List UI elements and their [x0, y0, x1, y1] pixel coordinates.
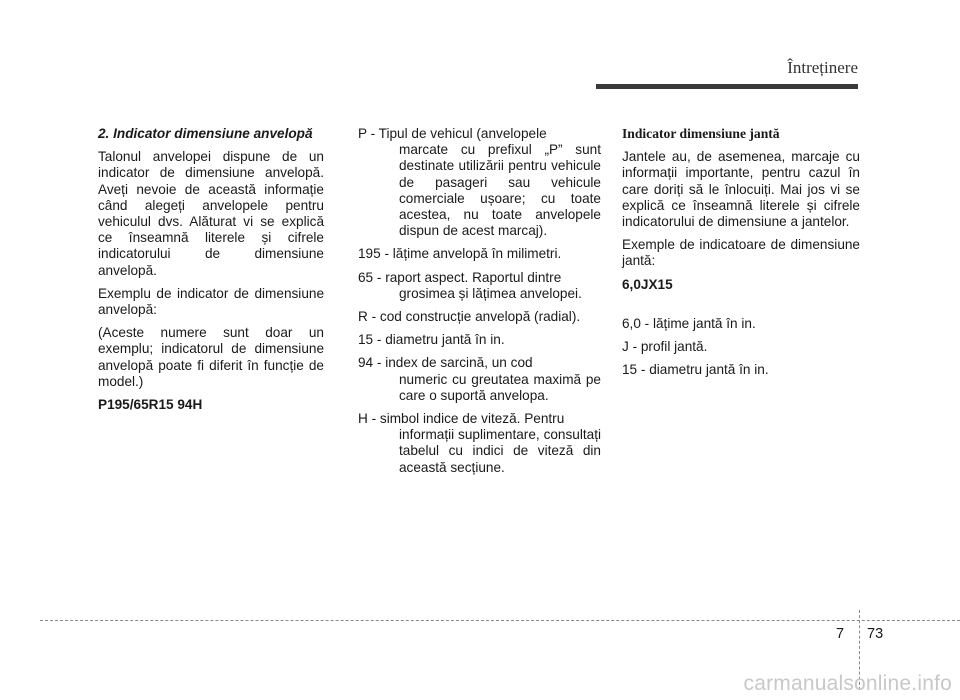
rim-size-example: 6,0JX15 [622, 276, 673, 292]
chapter-number: 7 [836, 626, 845, 642]
column-left [98, 126, 324, 420]
page-number: 73 [867, 626, 884, 642]
paragraph-note: (Aceste numere sunt doar un exemplu; indicatorul de dimensiune anvelopă poate fi diferit în funcție de model.) [98, 325, 324, 389]
page-header-title: Întreținere [787, 58, 858, 77]
definition-item: H - simbol indice de viteză. Pentru informații suplimentare, consultați tabelul cu indici de viteză din această secțiune. [358, 411, 601, 475]
definition-item: 94 - index de sarcină, un cod numeric cu greutatea maximă pe care o suportă anvelopa. [358, 355, 601, 403]
rim-section-heading: Indicator dimensiune jantă [622, 126, 780, 141]
paragraph-rim-example-intro: Exemple de indicatoare de dimensiune jantă: [622, 237, 860, 269]
definition-item: P - Tipul de vehicul (anvelopele marcate cu prefixul „P” sunt destinate utilizării pentru vehicule de pasageri sau vehicule comerciale ușoare; cu toate acestea, nu toate anvelopele dispun de acest marcaj). [358, 126, 601, 239]
definition-item: R - cod construcție anvelopă (radial). [358, 309, 581, 325]
paragraph-intro: Talonul anvelopei dispune de un indicator de dimensiune anvelopă. Aveți nevoie de această informație când alegeți anvelopele pentru vehiculul dvs. Alăturat vi se explică ce înseamnă literele și cifrele indicatorului de dimensiune anvelopă. [98, 149, 324, 278]
watermark: carmanualsonline.info [743, 672, 952, 695]
rim-definition: 15 - diametru jantă în in. [622, 362, 769, 378]
paragraph-rim-intro: Jantele au, de asemenea, marcaje cu informații importante, pentru cazul în care doriți să le înlocuiți. Mai jos vi se explică ce înseamnă literele și cifrele indicatorului de dimensiune a jantelor. [622, 149, 860, 230]
column-middle [358, 126, 601, 483]
section-heading: 2. Indicator dimensiune anvelopă [98, 126, 313, 141]
definition-item: 65 - raport aspect. Raportul dintre grosimea și lățimea anvelopei. [358, 269, 582, 301]
footer-dashed-rule [40, 620, 960, 621]
header-rule [596, 84, 858, 89]
column-right [622, 126, 860, 385]
definition-item: 15 - diametru jantă în in. [358, 332, 505, 348]
tire-size-example: P195/65R15 94H [98, 397, 203, 413]
paragraph-example-intro: Exemplu de indicator de dimensiune anvelopă: [98, 285, 324, 318]
definition-item: 195 - lățime anvelopă în milimetri. [358, 246, 562, 262]
rim-definition: 6,0 - lățime jantă în in. [622, 315, 756, 331]
rim-definition: J - profil jantă. [622, 339, 708, 355]
